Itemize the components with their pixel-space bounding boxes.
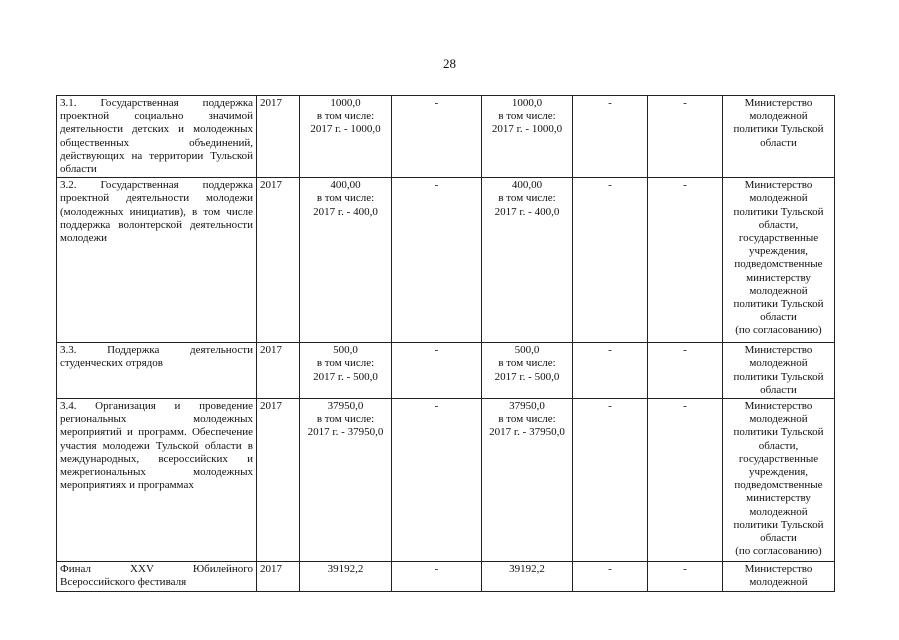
table-row xyxy=(57,562,835,592)
responsible-line: политики Тульской xyxy=(733,370,824,383)
funding-line: 2017 г. - 500,0 xyxy=(313,370,378,383)
program-activities-table xyxy=(56,95,835,592)
responsible-line: политики Тульской xyxy=(733,123,824,136)
funding-line: 2017 г. - 37950,0 xyxy=(307,426,384,439)
responsible-line: области xyxy=(760,383,797,396)
regional-funding-cell xyxy=(482,399,573,562)
funding-line: 39192,2 xyxy=(509,563,545,576)
responsible-line: учреждения, xyxy=(748,466,809,479)
funding-line: в том числе: xyxy=(316,110,375,123)
responsible-line: области, xyxy=(758,218,799,231)
funding-line: в том числе: xyxy=(316,413,375,426)
local-funding-cell: - xyxy=(573,178,648,343)
responsible-line: политики Тульской xyxy=(733,298,824,311)
responsible-line: молодежной xyxy=(749,505,808,518)
responsible-line: государственные xyxy=(738,232,819,245)
total-funding-cell xyxy=(300,178,392,343)
year-cell: 2017 xyxy=(257,178,300,343)
regional-funding-cell xyxy=(482,343,573,399)
responsible-line: области xyxy=(760,532,797,545)
responsible-line: учреждения, xyxy=(748,245,809,258)
funding-line: 400,00 xyxy=(511,179,543,192)
funding-line: 1000,0 xyxy=(330,97,361,109)
responsible-line: молодежной xyxy=(749,284,808,297)
table-body xyxy=(57,96,835,592)
responsible-executor-cell xyxy=(723,178,835,343)
federal-funding-cell: - xyxy=(392,343,482,399)
responsible-line: области xyxy=(760,136,797,149)
responsible-executor-cell xyxy=(723,96,835,178)
funding-line: 400,00 xyxy=(330,179,361,192)
activity-name-cell: 3.1. Государственная поддержка проектной социально значимой деятельности детских и молодежных общественных объединений, действующих на территории Тульской области xyxy=(57,96,257,178)
activity-name-cell: 3.2. Государственная поддержка проектной деятельности молодежи (молодежных инициатив), в том числе поддержка волонтерской деятельности молодежи xyxy=(57,178,257,343)
funding-line: 39192,2 xyxy=(327,563,364,576)
other-funding-cell: - xyxy=(648,562,723,592)
other-funding-cell: - xyxy=(648,399,723,562)
responsible-line: политики Тульской xyxy=(733,205,824,218)
responsible-line: молодежной xyxy=(749,576,808,589)
funding-line: в том числе: xyxy=(498,357,556,370)
year-cell: 2017 xyxy=(257,562,300,592)
regional-funding-cell xyxy=(482,178,573,343)
responsible-line: Министерство xyxy=(744,563,813,576)
responsible-line: молодежной xyxy=(749,357,808,370)
other-funding-cell: - xyxy=(648,343,723,399)
total-funding-cell xyxy=(300,399,392,562)
responsible-line: подведомственные xyxy=(734,258,823,271)
year-cell: 2017 xyxy=(257,343,300,399)
responsible-executor-cell xyxy=(723,562,835,592)
funding-line: в том числе: xyxy=(498,413,556,426)
funding-line: в том числе: xyxy=(498,192,556,205)
federal-funding-cell: - xyxy=(392,96,482,178)
regional-funding-cell xyxy=(482,562,573,592)
funding-line: 37950,0 xyxy=(509,400,545,413)
responsible-line: молодежной xyxy=(749,110,808,123)
funding-line: 1000,0 xyxy=(511,97,543,109)
funding-line: 2017 г. - 500,0 xyxy=(494,370,560,383)
local-funding-cell: - xyxy=(573,343,648,399)
funding-line: 2017 г. - 400,0 xyxy=(313,205,378,218)
funding-line: 500,0 xyxy=(514,344,540,357)
year-cell: 2017 xyxy=(257,399,300,562)
responsible-line: области xyxy=(760,311,797,324)
table-row xyxy=(57,399,835,562)
responsible-executor-cell xyxy=(723,343,835,399)
table-row xyxy=(57,343,835,399)
responsible-line: государственные xyxy=(738,452,819,465)
federal-funding-cell: - xyxy=(392,178,482,343)
funding-line: в том числе: xyxy=(498,110,556,123)
funding-line: в том числе: xyxy=(316,192,375,205)
other-funding-cell: - xyxy=(648,178,723,343)
activity-name-cell: 3.3. Поддержка деятельности студенческих отрядов xyxy=(57,343,257,399)
responsible-line: Министерство xyxy=(744,179,813,192)
activity-name-cell: 3.4. Организация и проведение региональных молодежных мероприятий и программ. Обеспечение участия молодежи Тульской области в международных, всероссийских и межрегиональных молодежных мероприятиях и программах xyxy=(57,399,257,562)
federal-funding-cell: - xyxy=(392,399,482,562)
page-number: 28 xyxy=(443,56,456,71)
responsible-line: Министерство xyxy=(744,400,813,413)
responsible-line: подведомственные xyxy=(734,479,823,492)
local-funding-cell: - xyxy=(573,96,648,178)
responsible-line: области, xyxy=(758,439,799,452)
funding-line: 2017 г. - 1000,0 xyxy=(491,123,563,136)
responsible-line: министерству xyxy=(746,271,811,284)
funding-line: в том числе: xyxy=(316,357,375,370)
responsible-executor-cell xyxy=(723,399,835,562)
federal-funding-cell: - xyxy=(392,562,482,592)
activity-name-cell: Финал XXV Юбилейного Всероссийского фестиваля xyxy=(57,562,257,592)
regional-funding-cell xyxy=(482,96,573,178)
table-row xyxy=(57,96,835,178)
funding-line: 2017 г. - 400,0 xyxy=(494,205,560,218)
total-funding-cell xyxy=(300,343,392,399)
local-funding-cell: - xyxy=(573,399,648,562)
total-funding-cell xyxy=(300,562,392,592)
responsible-line: Министерство xyxy=(744,97,813,109)
responsible-line: (по согласованию) xyxy=(735,545,822,558)
responsible-line: политики Тульской xyxy=(733,518,824,531)
responsible-line: молодежной xyxy=(749,413,808,426)
local-funding-cell: - xyxy=(573,562,648,592)
responsible-line: политики Тульской xyxy=(733,426,824,439)
funding-line: 37950,0 xyxy=(327,400,364,413)
funding-line: 2017 г. - 37950,0 xyxy=(489,426,565,439)
responsible-line: министерству xyxy=(746,492,811,505)
funding-line: 500,0 xyxy=(333,344,358,357)
total-funding-cell xyxy=(300,96,392,178)
responsible-line: молодежной xyxy=(749,192,808,205)
funding-line: 2017 г. - 1000,0 xyxy=(310,123,381,136)
table-row xyxy=(57,178,835,343)
responsible-line: Министерство xyxy=(744,344,813,357)
other-funding-cell: - xyxy=(648,96,723,178)
year-cell: 2017 xyxy=(257,96,300,178)
responsible-line: (по согласованию) xyxy=(735,324,822,337)
